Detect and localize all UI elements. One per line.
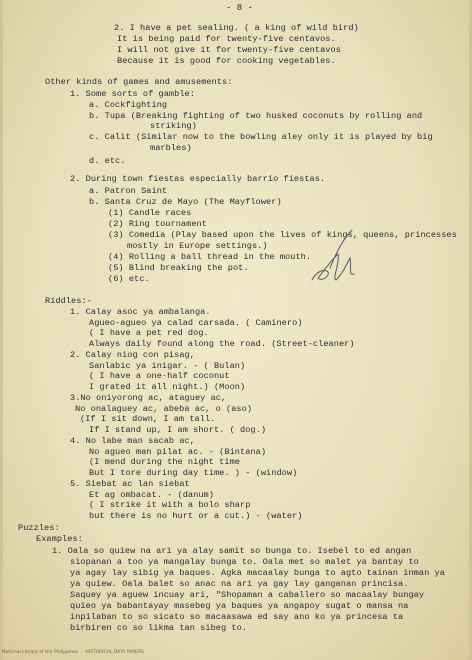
page-left-edge <box>0 0 3 660</box>
text-line: No onalaguey ac, abeba ac, o (aso) <box>75 404 253 414</box>
text-line: Always daily found along the road. (Street-cleaner) <box>89 339 355 349</box>
text-line: ya quiew. Oala balet so anac na ari ya gay lay ganganan princisa. <box>70 579 409 589</box>
text-line: (3) Comedia (Play based upon the lives of kings, queens, princesses <box>108 230 457 240</box>
text-line: mostly in Europe settings.) <box>127 241 268 251</box>
text-line: (6) etc. <box>108 274 150 284</box>
text-line: 4. No labe man sacab ac, <box>70 436 195 446</box>
text-line: quieo ya babantayay masebeg ya baques ya angapoy sugat o mansa na <box>70 601 409 611</box>
text-line: I grated it all night.) (Moon) <box>89 382 246 392</box>
text-line: 3.No oniyorong ac, ataguey ac, <box>70 393 227 403</box>
text-line: striking) <box>150 121 197 131</box>
handwritten-signature <box>302 228 362 298</box>
text-line: 2. I have a pet sealing. ( a king of wild bird) <box>114 23 359 33</box>
text-line: Saquey ya aguew incuay ari, "Shopaman a caballero so macaalay bungay <box>70 590 425 600</box>
text-line: inpilaban to so sicato so macaasawa ed say ano ko ya princesa ta <box>70 612 404 622</box>
text-line: (If I sit down, I am tall. <box>80 414 216 424</box>
text-line: but there is no hurt or a cut.) - (water) <box>89 511 303 521</box>
text-line: Agueo-agueo ya calad carsada. ( Caminero) <box>89 318 303 328</box>
text-line: a. Cockfighting <box>89 100 168 110</box>
text-line: It is being paid for twenty-five centavos. <box>117 34 336 44</box>
text-line: (2) Ring tournament <box>108 219 207 229</box>
text-line: 2. Calay niog con pisag, <box>70 350 195 360</box>
text-line: Other kinds of games and amusements: <box>45 77 233 87</box>
text-line: ( I strike it with a bolo sharp <box>89 500 251 510</box>
text-line: If I stand up, I am short. ( dog.) <box>89 425 267 435</box>
text-line: b. Tupa (Breaking fighting of two husked coconuts by rolling and <box>89 111 423 121</box>
text-line: No agueo man pilat ac. - (Bintana) <box>89 447 267 457</box>
text-line: marbles) <box>150 143 192 153</box>
text-line: (1) Candle races <box>108 208 192 218</box>
text-line: siopanan a too ya mangalay bunga to. Oala met so malet ya bantay to <box>70 557 419 567</box>
text-line: Sanlabic ya inigar. - ( Bulan) <box>89 361 246 371</box>
text-line: ya agay lay sibig ya baques. Agka macaalay bunga to agto tainan inman ya <box>70 568 445 578</box>
text-line: (5) Blind breaking the pot. <box>108 263 249 273</box>
text-line: 1. Some sorts of gamble: <box>70 89 195 99</box>
text-line: Because it is good for cooking vegetables. <box>117 56 336 66</box>
text-line: Riddles:- <box>45 296 92 306</box>
text-line: Puzzles: <box>18 523 60 533</box>
text-line: 1. Oala so quiew na ari ya alay samit so bunga to. Isebel to ed angan <box>52 546 412 556</box>
text-line: c. Calit (Similar now to the bowling aley only it is played by big <box>89 132 433 142</box>
text-line: (I mend during the night time <box>89 457 241 467</box>
text-line: But I tore during day time. ) - (window) <box>89 468 298 478</box>
text-line: d. etc. <box>89 156 126 166</box>
text-line: 2. During town fiestas especially barrio fiestas. <box>70 174 326 184</box>
archive-footer: National Library of the Philippines · HISTORICAL DATA PAPERS <box>2 650 144 655</box>
text-line: a. Patron Saint <box>89 186 168 196</box>
page-number: - 8 - <box>226 3 254 13</box>
text-line: birbiren co so likma tan sibeg to. <box>70 623 248 633</box>
text-line: ( I have a one-half coconut <box>89 371 230 381</box>
text-line: b. Santa Cruz de Mayo (The Mayflower) <box>89 197 282 207</box>
text-line: ( I have a pet red dog. <box>89 328 209 338</box>
text-line: 5. Siebat ac lan siebat <box>70 479 190 489</box>
text-line: Et ag ombacat. - (danum) <box>89 490 214 500</box>
text-line: I will not give it for twenty-five centavos <box>117 45 341 55</box>
text-line: 1. Calay asoc ya ambalanga. <box>70 307 211 317</box>
text-line: (4) Rolling a ball thread in the mouth. <box>108 252 312 262</box>
text-line: Examples: <box>36 534 83 544</box>
